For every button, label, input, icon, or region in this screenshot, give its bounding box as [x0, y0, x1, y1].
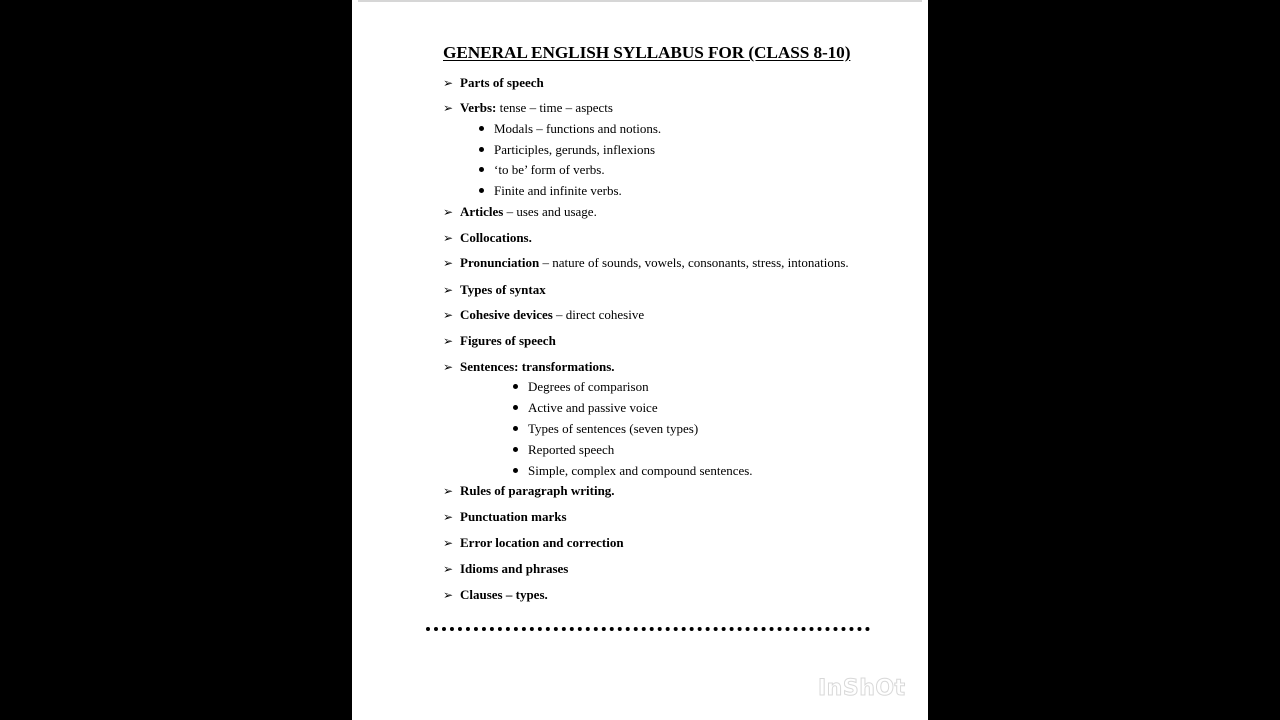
item-label: Figures of speech: [460, 333, 556, 348]
sub-list-item: [352, 141, 928, 159]
item-label: Error location and correction: [460, 535, 624, 550]
sub-list-item: [352, 399, 928, 417]
arrow-bullet-icon: ➢: [443, 536, 454, 550]
item-description: – direct cohesive: [552, 307, 645, 322]
item-label: Verbs:: [460, 100, 497, 115]
arrow-bullet-icon: ➢: [443, 510, 454, 524]
item-label: Pronunciation: [460, 255, 540, 270]
arrow-bullet-icon: ➢: [443, 101, 454, 115]
sub-item-text: ‘to be’ form of verbs.: [494, 162, 605, 177]
bullet-dot-icon: [513, 405, 518, 410]
sub-list-item: [352, 120, 928, 138]
item-label: Sentences: transformations.: [460, 359, 615, 374]
arrow-bullet-icon: ➢: [443, 562, 454, 576]
bullet-dot-icon: [479, 188, 484, 193]
bullet-dot-icon: [513, 468, 518, 473]
arrow-bullet-icon: ➢: [443, 308, 454, 322]
sub-item-text: Reported speech: [528, 442, 615, 457]
arrow-bullet-icon: ➢: [443, 205, 454, 219]
inshot-watermark-logo: InShOt: [818, 676, 906, 701]
sub-item-text: Types of sentences (seven types): [528, 421, 699, 436]
item-label: Types of syntax: [460, 282, 546, 297]
arrow-bullet-icon: ➢: [443, 360, 454, 374]
item-description: – nature of sounds, vowels, consonants, stress, intonations.: [539, 255, 849, 270]
item-label: Rules of paragraph writing.: [460, 483, 615, 498]
item-label: Cohesive devices: [460, 307, 553, 322]
sub-list-item: [352, 462, 928, 480]
sub-item-text: Active and passive voice: [528, 400, 658, 415]
bullet-dot-icon: [513, 447, 518, 452]
item-label: Parts of speech: [460, 75, 544, 90]
sub-item-text: Participles, gerunds, inflexions: [494, 142, 656, 157]
item-label: Articles: [460, 204, 504, 219]
arrow-bullet-icon: ➢: [443, 231, 454, 245]
item-label: Clauses – types.: [460, 587, 548, 602]
item-description: tense – time – aspects: [496, 100, 613, 115]
bullet-dot-icon: [479, 167, 484, 172]
item-label: Idioms and phrases: [460, 561, 569, 576]
page-top-rule: [358, 0, 922, 2]
item-label: Collocations.: [460, 230, 532, 245]
bullet-dot-icon: [513, 384, 518, 389]
item-label: Punctuation marks: [460, 509, 567, 524]
arrow-bullet-icon: ➢: [443, 588, 454, 602]
arrow-bullet-icon: ➢: [443, 484, 454, 498]
sub-list-item: [352, 378, 928, 396]
bullet-dot-icon: [479, 126, 484, 131]
document-page: [352, 0, 928, 720]
bullet-dot-icon: [513, 426, 518, 431]
dotted-divider: [426, 627, 870, 631]
item-description: – uses and usage.: [503, 204, 597, 219]
sub-list-item: [352, 441, 928, 459]
bullet-dot-icon: [479, 147, 484, 152]
document-title: GENERAL ENGLISH SYLLABUS FOR (CLASS 8-10): [443, 43, 851, 62]
arrow-bullet-icon: ➢: [443, 283, 454, 297]
sub-item-text: Simple, complex and compound sentences.: [528, 463, 753, 478]
sub-item-text: Modals – functions and notions.: [494, 121, 662, 136]
sub-list-item: [352, 420, 928, 438]
arrow-bullet-icon: ➢: [443, 256, 454, 270]
arrow-bullet-icon: ➢: [443, 76, 454, 90]
sub-item-text: Degrees of comparison: [528, 379, 649, 394]
sub-item-text: Finite and infinite verbs.: [494, 183, 622, 198]
sub-list-item: [352, 161, 928, 179]
sub-list-item: [352, 182, 928, 200]
arrow-bullet-icon: ➢: [443, 334, 454, 348]
